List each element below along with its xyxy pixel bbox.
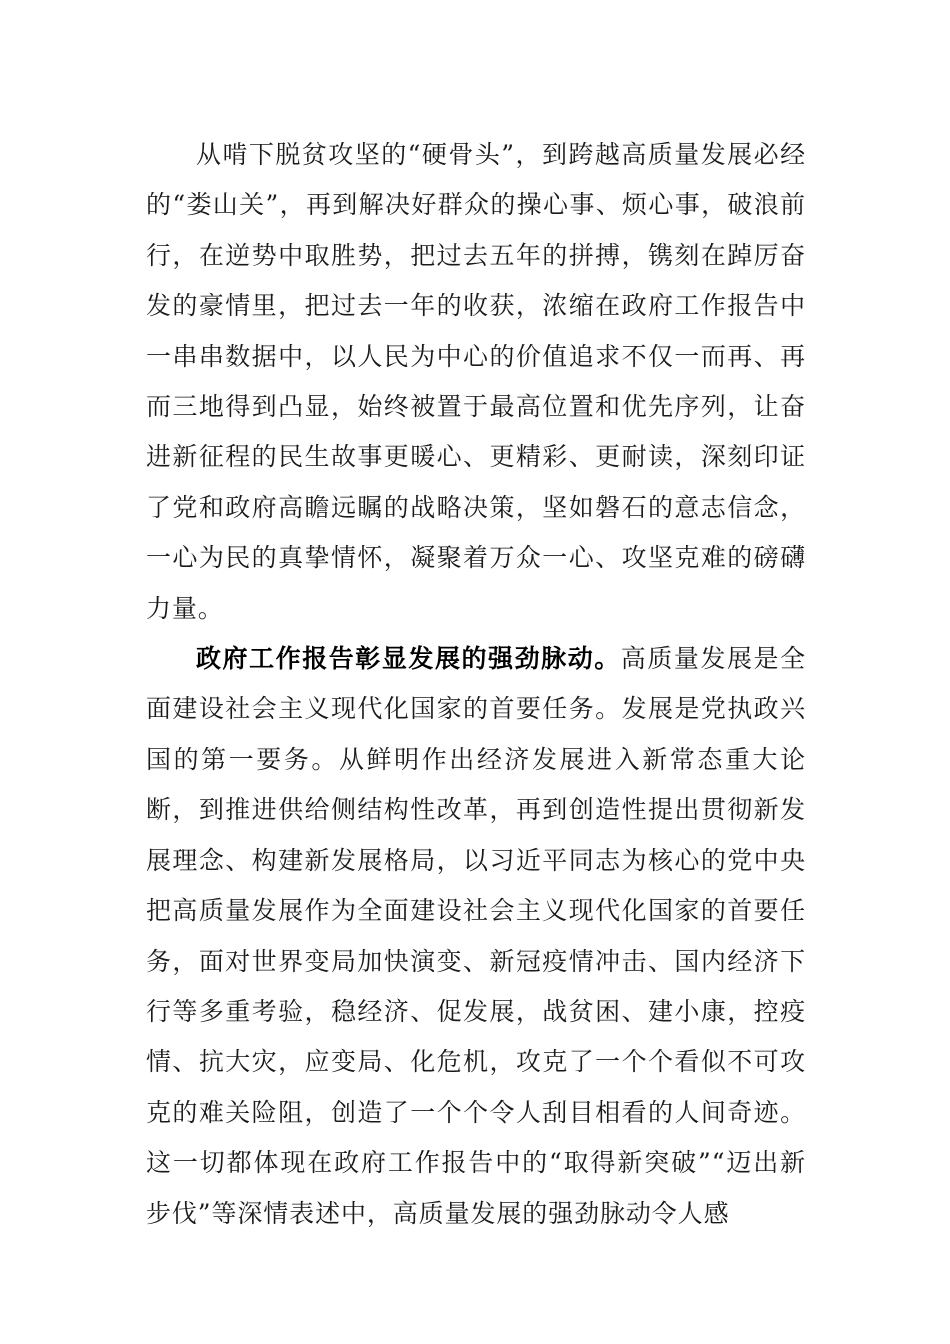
paragraph-2-text: 高质量发展是全面建设社会主义现代化国家的首要任务。发展是党执政兴国的第一要务。从鲜明作出经济发展进入新常态重大论断，到推进供给侧结构性改革，再到创造性提出贯彻新发展理念、构建新发展格局，以习近平同志为核心的党中央把高质量发展作为全面建设社会主义现代化国家的首要任务，面对世界变局加快演变、新冠疫情冲击、国内经济下行等多重考验，稳经济、促发展，战贫困、建小康，控疫情、抗大灾，应变局、化危机，攻克了一个个看似不可攻克的难关险阻，创造了一个个令人刮目相看的人间奇迹。这一切都体现在政府工作报告中的“取得新突破”“迈出新步伐”等深情表述中，高质量发展的强劲脉动令人感: [146, 644, 806, 1228]
paragraph-1-text: 从啃下脱贫攻坚的“硬骨头”，到跨越高质量发展必经的“娄山关”，再到解决好群众的操心事、烦心事，破浪前行，在逆势中取胜势，把过去五年的拼搏，镌刻在踔厉奋发的豪情里，把过去一年的收获，浓缩在政府工作报告中一串串数据中，以人民为中心的价值追求不仅一而再、再而三地得到凸显，始终被置于最高位置和优先序列，让奋进新征程的民生故事更暖心、更精彩、更耐读，深刻印证了党和政府高瞻远瞩的战略决策，坚如磐石的意志信念，一心为民的真挚情怀，凝聚着万众一心、攻坚克难的磅礴力量。: [146, 140, 806, 623]
paragraph-2-lead-sentence: 政府工作报告彰显发展的强劲脉动。: [196, 644, 621, 674]
paragraph-1: [146, 130, 806, 634]
document-body: [146, 130, 806, 1239]
paragraph-2: [146, 634, 806, 1239]
